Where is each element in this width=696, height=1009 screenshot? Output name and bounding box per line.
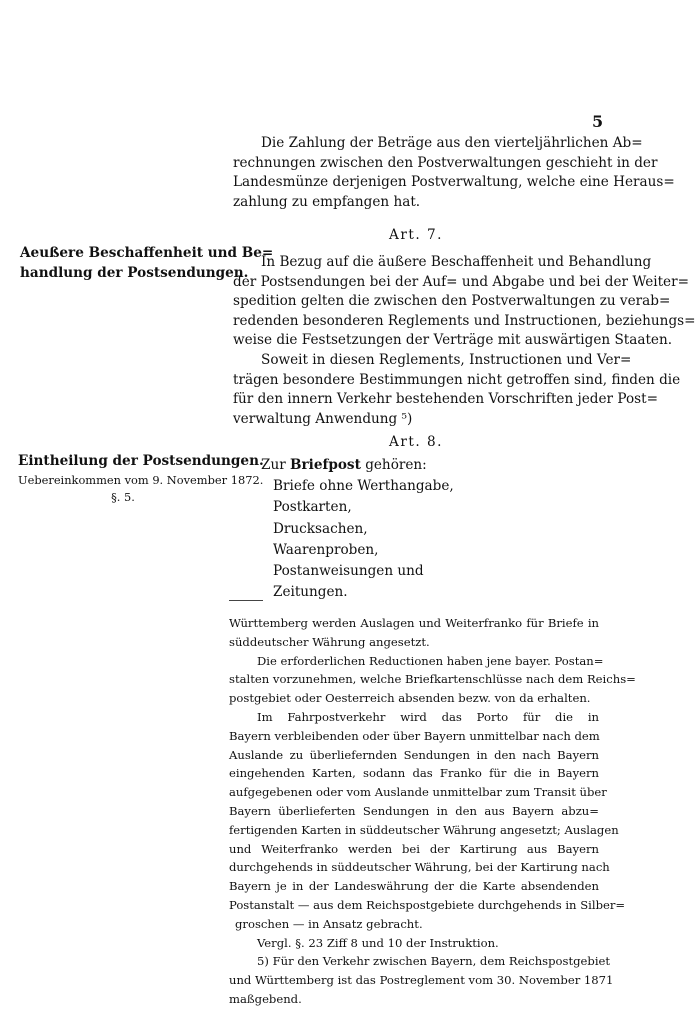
list-item: Postkarten, xyxy=(273,499,352,516)
margin-note-title: Eintheilung der Postsendungen. xyxy=(18,453,264,469)
art8-list xyxy=(273,476,593,604)
footnote-line: Im Fahrpostverkehr wird das Porto für die in xyxy=(257,709,599,724)
footnote-line: durchgehends in süddeutscher Währung, bei der Kartirung nach xyxy=(229,860,610,875)
text-line: für den innern Verkehr bestehenden Vorschriften jeder Post= xyxy=(233,391,658,408)
art7-heading: Art. 7. xyxy=(389,227,443,243)
text-line: Landesmünze derjenigen Postverwaltung, welche eine Heraus= xyxy=(233,174,675,191)
text-line: verwaltung Anwendung ⁵) xyxy=(233,410,413,427)
footnote-line: Württemberg werden Auslagen und Weiterfranko für Briefe in xyxy=(229,616,599,630)
text-line: spedition gelten die zwischen den Postverwaltungen zu verab= xyxy=(233,293,671,310)
footnote-divider xyxy=(229,600,263,601)
footnote-line: aufgegebenen oder vom Auslande unmittelbar zum Transit über xyxy=(229,785,607,800)
art7-paragraph-2 xyxy=(233,351,681,429)
text-line: Die Zahlung der Beträge aus den vierteljährlichen Ab= xyxy=(261,135,643,151)
list-item: Postanweisungen und xyxy=(273,563,424,580)
footnote-line: Bayern verbleibenden oder über Bayern unmittelbar nach dem xyxy=(229,728,600,743)
footnote-line: Bayern je in der Landeswährung der die Karte absendenden xyxy=(229,879,599,894)
art7-margin-note xyxy=(20,244,274,283)
intro-emphasis: Briefpost xyxy=(290,457,361,473)
margin-note-line: handlung der Postsendungen. xyxy=(20,264,249,281)
list-item: Waarenproben, xyxy=(273,541,379,558)
art8-intro xyxy=(261,456,591,476)
intro-prefix: Zur xyxy=(261,457,286,473)
footnote-line: fertigenden Karten in süddeutscher Währung angesetzt; Auslagen xyxy=(229,822,619,837)
page-number: 5 xyxy=(592,112,604,131)
text-line: weise die Festsetzungen der Verträge mit auswärtigen Staaten. xyxy=(233,332,673,349)
footnote-line: postgebiet oder Oesterreich absenden bezw. von da erhalten. xyxy=(229,691,591,706)
text-line: redenden besonderen Reglements und Instructionen, beziehungs= xyxy=(233,312,696,329)
footnote-line: Auslande zu überliefernden Sendungen in den nach Bayern xyxy=(229,747,599,762)
text-line: rechnungen zwischen den Postverwaltungen geschieht in der xyxy=(233,154,658,171)
footnote-line: Bayern überlieferten Sendungen in den aus Bayern abzu= xyxy=(229,803,599,818)
list-item: Zeitungen. xyxy=(273,584,348,601)
footnote-line: Die erforderlichen Reductionen haben jene bayer. Postan= xyxy=(257,653,604,668)
footnote-line: süddeutscher Währung angesetzt. xyxy=(229,634,430,649)
art7-paragraph-1 xyxy=(233,253,696,351)
text-line: Soweit in diesen Reglements, Instructionen und Ver= xyxy=(261,352,632,368)
margin-note-subtitle: Uebereinkommen vom 9. November 1872. xyxy=(18,472,264,487)
footnote-line: stalten vorzunehmen, welche Briefkartenschlüsse nach dem Reichs= xyxy=(229,672,636,687)
margin-note-line: Aeußere Beschaffenheit und Be= xyxy=(20,245,274,261)
footnote-line: eingehenden Karten, sodann das Franko für die in Bayern xyxy=(229,766,599,781)
margin-note-reference: §. 5. xyxy=(111,490,135,505)
footnote-line: 5) Für den Verkehr zwischen Bayern, dem Reichspostgebiet xyxy=(257,954,611,969)
list-item: Briefe ohne Werthangabe, xyxy=(273,478,454,494)
text-line: In Bezug auf die äußere Beschaffenheit und Behandlung xyxy=(261,254,652,270)
text-line: zahlung zu empfangen hat. xyxy=(233,193,421,210)
text-line: der Postsendungen bei der Auf= und Abgabe und bei der Weiter= xyxy=(233,273,689,290)
top-paragraph xyxy=(233,134,675,212)
footnote-line: maßgebend. xyxy=(229,991,302,1006)
list-item: Drucksachen, xyxy=(273,520,368,537)
text-line: trägen besondere Bestimmungen nicht getroffen sind, finden die xyxy=(233,371,681,388)
intro-suffix: gehören: xyxy=(365,457,427,473)
footnote-line: und Württemberg ist das Postreglement vom 30. November 1871 xyxy=(229,973,614,988)
footnote-line: und Weiterfranko werden bei der Kartirung aus Bayern xyxy=(229,841,599,856)
art8-margin-note xyxy=(18,452,264,507)
footnote-line: Postanstalt — aus dem Reichspostgebiete durchgehends in Silber= xyxy=(229,897,626,912)
art8-heading: Art. 8. xyxy=(389,434,443,450)
footnote-line: groschen — in Ansatz gebracht. xyxy=(235,916,423,931)
footnote-line: Vergl. §. 23 Ziff 8 und 10 der Instruktion. xyxy=(257,935,499,950)
footnotes xyxy=(229,614,636,1009)
